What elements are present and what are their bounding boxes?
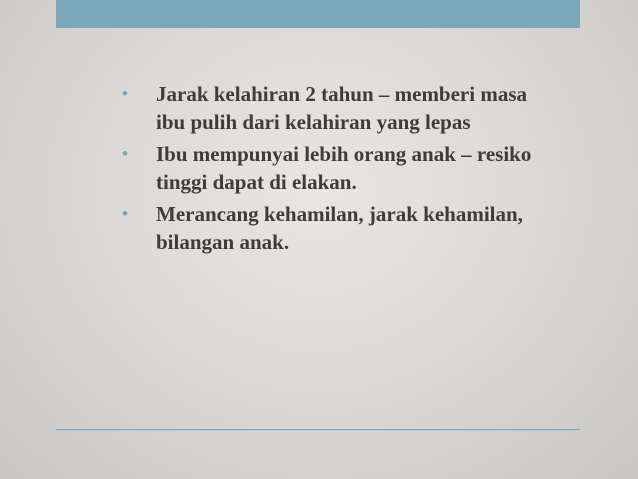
bullet-list xyxy=(122,80,552,256)
bullet-text: Merancang kehamilan, jarak kehamilan, bilangan anak. xyxy=(156,202,523,254)
bullet-text: Ibu mempunyai lebih orang anak – resiko tinggi dapat di elakan. xyxy=(156,142,532,194)
bullet-dot-icon: • xyxy=(122,84,128,103)
bullet-item xyxy=(122,80,552,136)
bullet-item xyxy=(122,140,552,196)
bottom-divider xyxy=(56,429,580,431)
bullet-dot-icon: • xyxy=(122,144,128,163)
bullet-text: Jarak kelahiran 2 tahun – memberi masa ibu pulih dari kelahiran yang lepas xyxy=(156,82,528,134)
bullet-dot-icon: • xyxy=(122,204,128,223)
slide-content xyxy=(122,80,552,260)
bullet-item xyxy=(122,200,552,256)
header-band xyxy=(56,0,580,28)
